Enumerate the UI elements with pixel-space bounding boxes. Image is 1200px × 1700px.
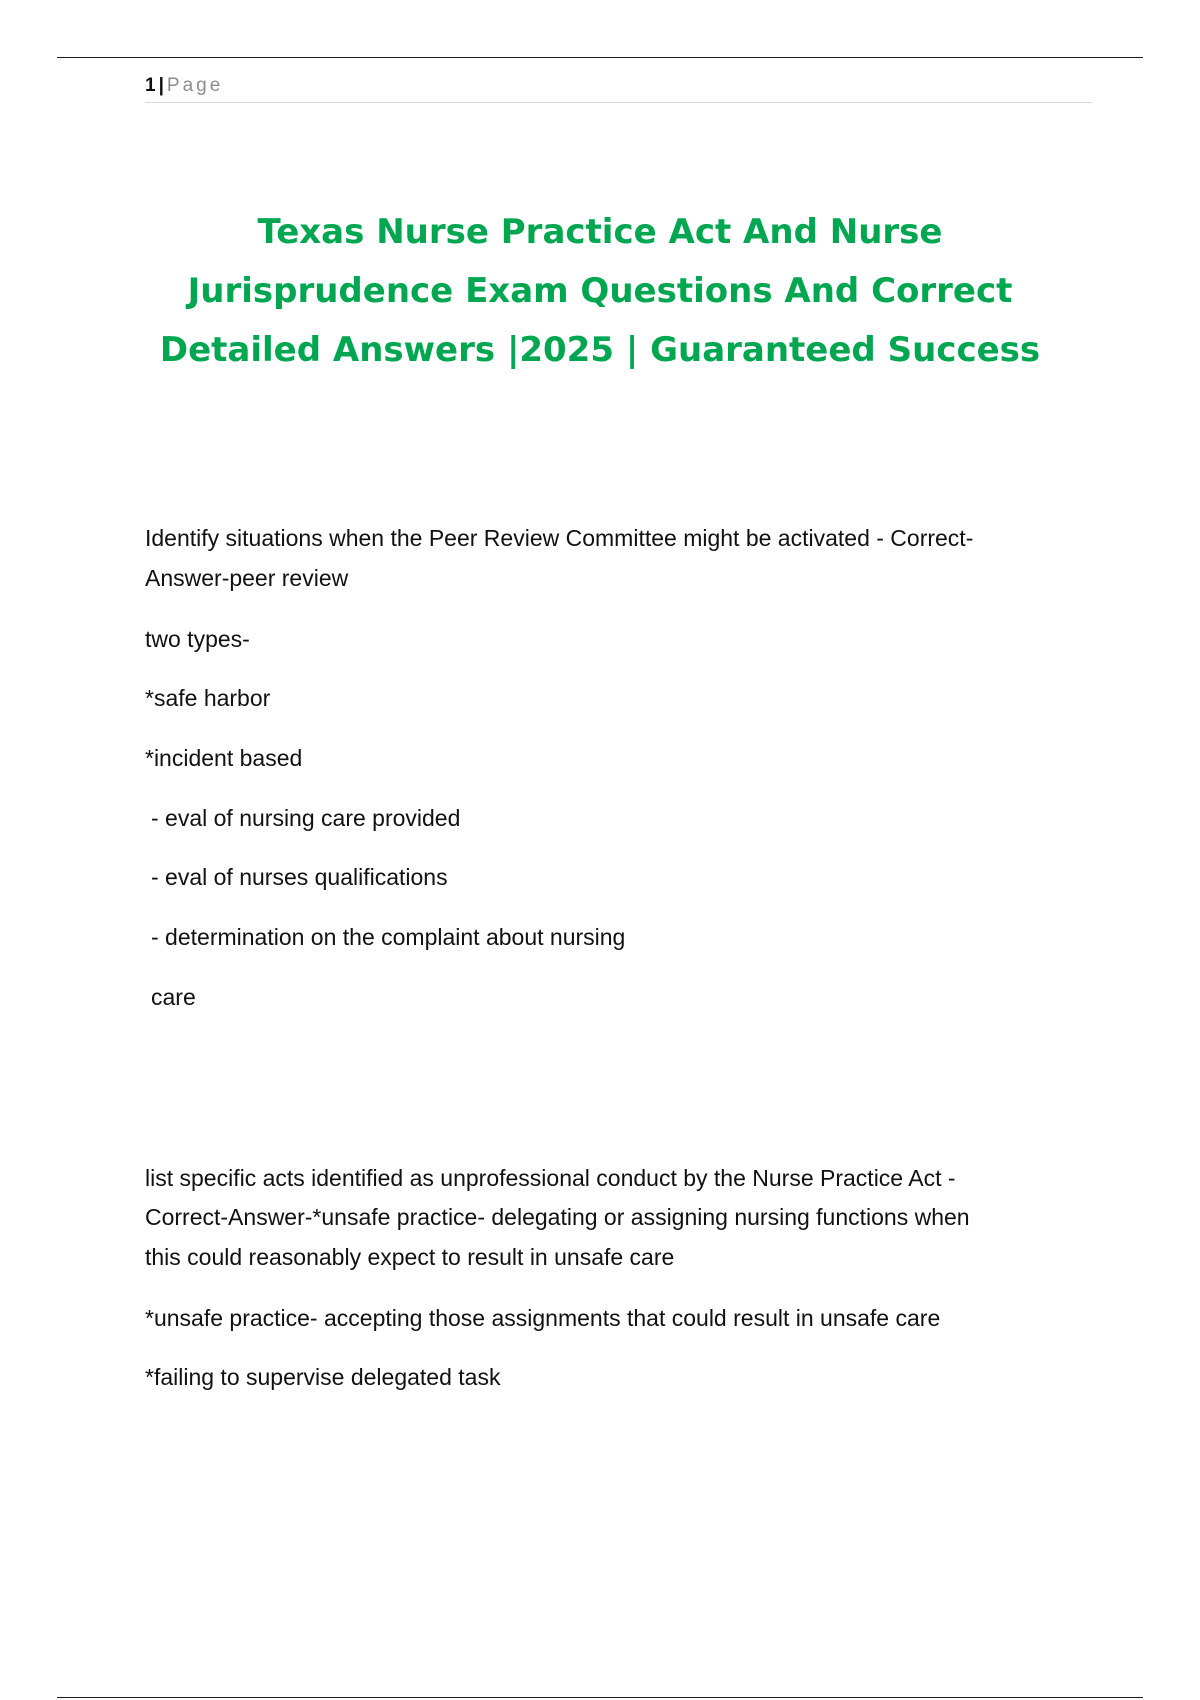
question1-line-2: Answer-peer review [145, 565, 349, 591]
question1-line-7: - eval of nurses qualifications [151, 864, 448, 890]
question2-line-5: *failing to supervise delegated task [145, 1364, 501, 1390]
question1-line-3: two types- [145, 626, 250, 652]
question2-line-2: Correct-Answer-*unsafe practice- delegating or assigning nursing functions when [145, 1204, 970, 1230]
question1-line-1: Identify situations when the Peer Review Committee might be activated - Correct- [145, 525, 974, 551]
page-separator: | [158, 75, 164, 96]
question2-line-3: this could reasonably expect to result in unsafe care [145, 1244, 675, 1270]
question1-line-8: - determination on the complaint about nursing [151, 924, 626, 950]
question2-line-1: list specific acts identified as unprofessional conduct by the Nurse Practice Act - [145, 1165, 956, 1191]
page-word: Page [166, 75, 224, 96]
question1-line-4: *safe harbor [145, 685, 271, 711]
page-header [145, 74, 1092, 103]
question1-line-9: care [151, 984, 196, 1010]
top-rule [57, 57, 1143, 58]
question1-line-5: *incident based [145, 745, 303, 771]
title-line-1: Texas Nurse Practice Act And Nurse [257, 212, 943, 252]
bottom-rule [57, 1697, 1143, 1698]
question2-line-4: *unsafe practice- accepting those assignments that could result in unsafe care [145, 1305, 941, 1331]
title-line-3: Detailed Answers |2025 | Guaranteed Success [159, 330, 1041, 370]
page-number: 1 [145, 75, 156, 96]
question1-line-6: - eval of nursing care provided [151, 805, 461, 831]
document-title [100, 203, 1100, 380]
title-line-2: Jurisprudence Exam Questions And Correct [187, 271, 1013, 311]
